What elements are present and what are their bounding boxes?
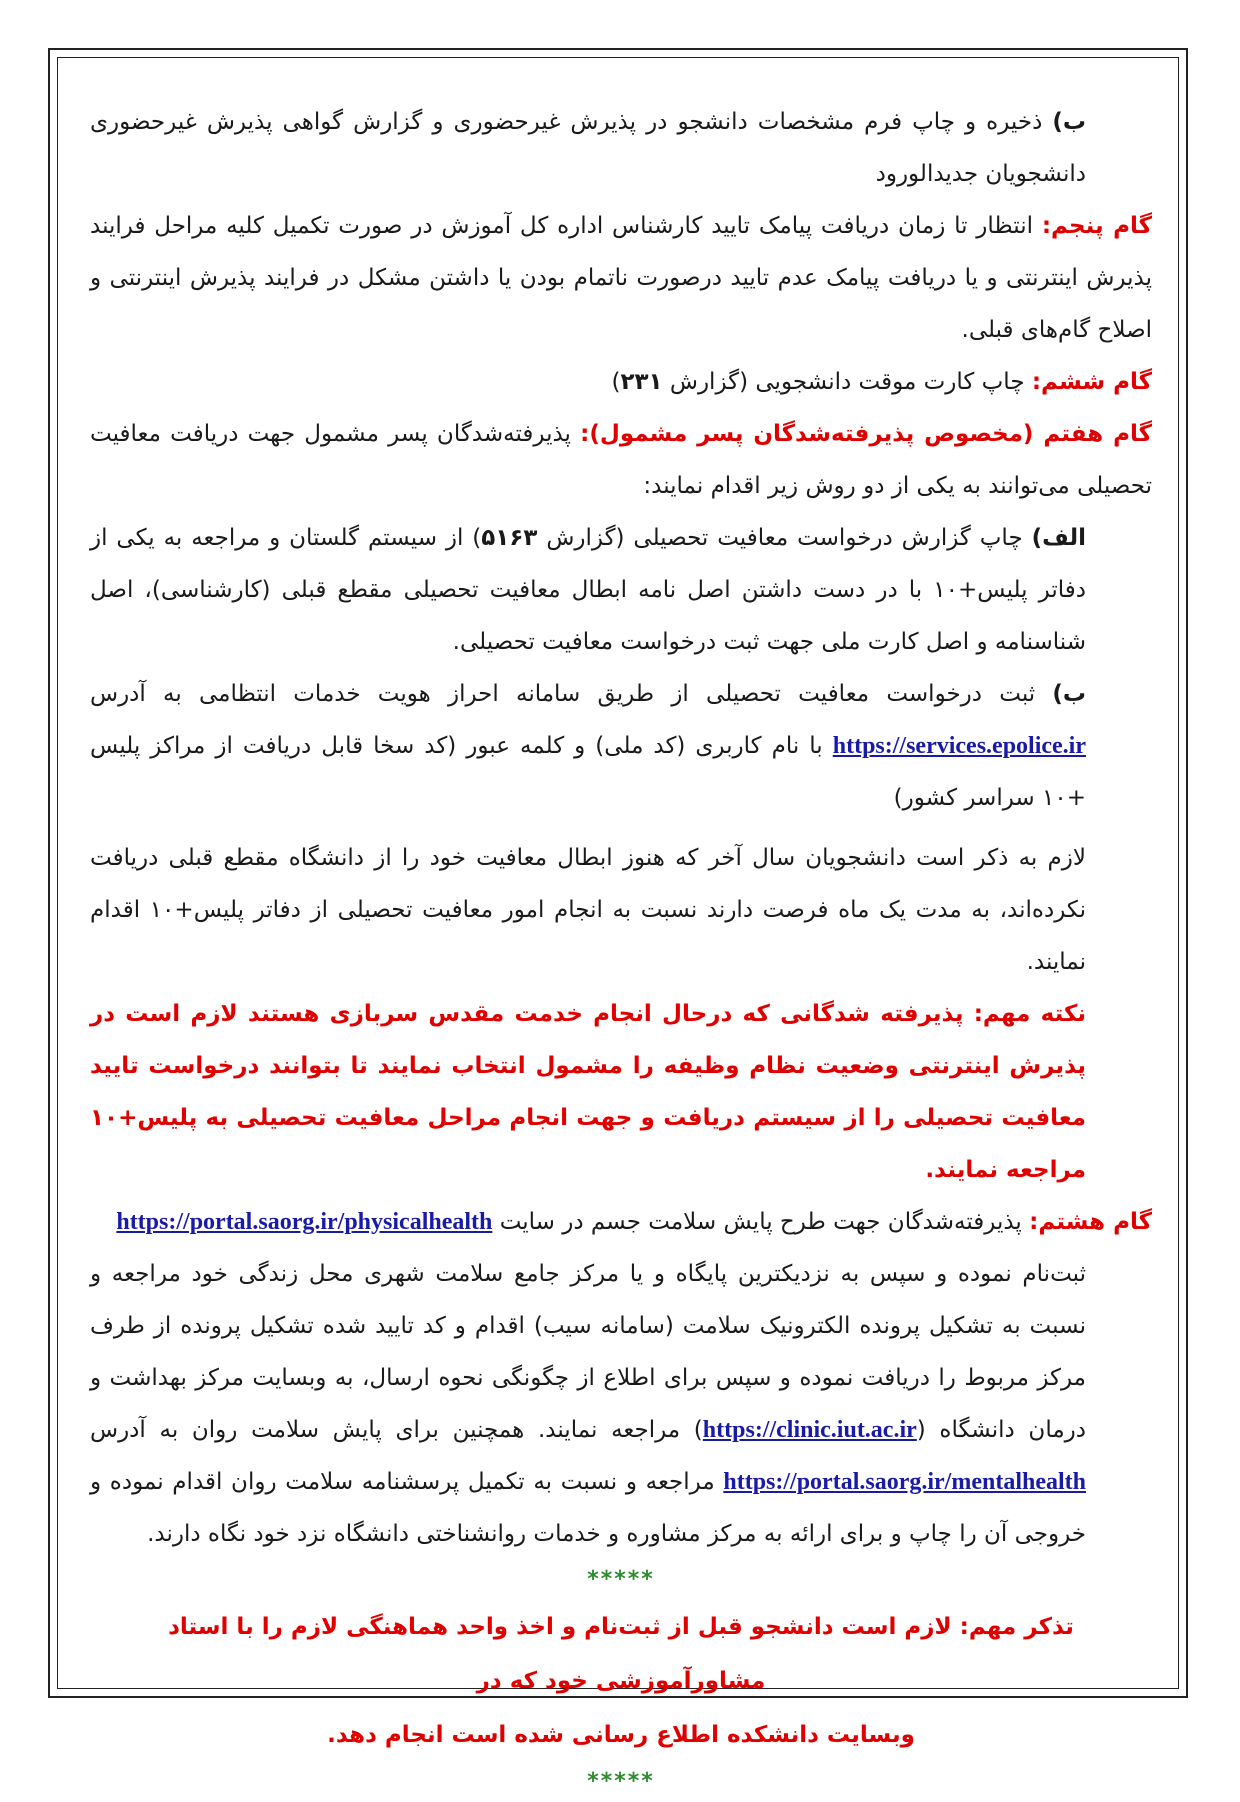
reminder-line2: وبسایت دانشکده اطلاع رسانی شده است انجام دهد. bbox=[327, 1722, 915, 1748]
step6-text-before: چاپ کارت موقت دانشجویی (گزارش bbox=[669, 369, 1025, 395]
option-a-text-before: چاپ گزارش درخواست معافیت تحصیلی (گزارش bbox=[546, 525, 1023, 551]
separator-stars-bottom: ***** bbox=[587, 1769, 655, 1794]
step5-text: انتظار تا زمان دریافت پیامک تایید کارشناس اداره کل آموزش در صورت تکمیل کلیه مراحل فرایند پذیرش اینترنتی و یا دریافت پیامک عدم تایید درصورت ناتمام بودن یا داشتن مشکل در فرایند پذیرش اینترنتی و اصلاح گام‌های قبلی. bbox=[90, 213, 1152, 343]
reminder-block bbox=[90, 1600, 1152, 1762]
step6-title: گام ششم: bbox=[1031, 369, 1152, 395]
option-b-text-after: با نام کاربری (کد ملی) و کلمه عبور (کد سخا قابل دریافت از مراکز پلیس +۱۰ سراسر کشور) bbox=[90, 733, 1086, 811]
step7-option-a bbox=[90, 512, 1152, 668]
step-b-text: ذخیره و چاپ فرم مشخصات دانشجو در پذیرش غیرحضوری و گزارش گواهی پذیرش غیرحضوری دانشجویان جدیدالورود bbox=[90, 109, 1086, 187]
step5-paragraph bbox=[90, 200, 1152, 356]
option-a-text-after: ) از سیستم گلستان و مراجعه به یکی از دفاتر پلیس+۱۰ با در دست داشتن اصل نامه ابطال معافیت تحصیلی مقطع قبلی (کارشناسی)، اصل شناسنامه و اصل کارت ملی جهت ثبت درخواست معافیت تحصیلی. bbox=[90, 525, 1086, 655]
step7-title: گام هفتم (مخصوص پذیرفته‌شدگان پسر مشمول): bbox=[580, 421, 1152, 447]
step6-paragraph bbox=[90, 356, 1152, 408]
spacer bbox=[90, 824, 1152, 832]
separator-stars-top: ***** bbox=[587, 1567, 655, 1592]
step8-text2: ثبت‌نام نموده و سپس به نزدیکترین پایگاه و یا مرکز جامع سلامت شهری محل زندگی خود مراجعه و نسبت به تشکیل پرونده الکترونیک سلامت (سامانه سیب) اقدام و کد تایید شده تشکیل پرونده از طرف مرکز مربوط را دریافت نموده و سپس برای اطلاع از چگونگی نحوه ارسال، به وبسایت مرکز بهداشت و درمان دانشگاه ( bbox=[90, 1261, 1086, 1443]
step7-intro: پذیرفته‌شدگان پسر مشمول جهت دریافت معافیت تحصیلی می‌توانند به یکی از دو روش زیر اقدام نمایند: bbox=[90, 421, 1152, 499]
step8-paragraph bbox=[90, 1196, 1152, 1248]
epolice-link[interactable]: https://services.epolice.ir bbox=[832, 733, 1086, 759]
step6-report-number: ۲۳۱ bbox=[620, 369, 663, 395]
step6-text-after: ) bbox=[611, 369, 621, 395]
option-b-label: ب) bbox=[1052, 681, 1086, 707]
option-b-text-before: ثبت درخواست معافیت تحصیلی از طریق سامانه احراز هویت خدمات انتظامی به آدرس bbox=[90, 681, 1036, 707]
reminder-line1: تذکر مهم: لازم است دانشجو قبل از ثبت‌نام و اخذ واحد هماهنگی لازم را با استاد مشاورآموزشی خود که در bbox=[168, 1614, 1074, 1694]
step8-title: گام هشتم: bbox=[1029, 1209, 1152, 1235]
important-note-text: نکته مهم: پذیرفته شدگانی که درحال انجام خدمت مقدس سربازی هستند لازم است در پذیرش اینترنتی وضعیت نظام وظیفه را مشمول انتخاب نمایند تا بتوانند درخواست تایید معافیت تحصیلی را از سیستم دریافت و جهت انجام مراحل معافیت تحصیلی به پلیس+۱۰ مراجعه نمایند. bbox=[90, 1001, 1086, 1183]
step8-text4: مراجعه و نسبت به تکمیل پرسشنامه سلامت روان اقدام نموده و خروجی آن را چاپ و برای ارائه به مرکز مشاوره و خدمات روانشناختی دانشگاه نزد خود نگاه دارند. bbox=[90, 1469, 1086, 1547]
mentalhealth-link[interactable]: https://portal.saorg.ir/mentalhealth bbox=[723, 1469, 1087, 1495]
clinic-link[interactable]: https://clinic.iut.ac.ir bbox=[702, 1417, 917, 1443]
step7-option-b bbox=[90, 668, 1152, 824]
notice-text: لازم به ذکر است دانشجویان سال آخر که هنوز ابطال معافیت خود را از دانشگاه مقطع قبلی دریافت نکرده‌اند، به مدت یک ماه فرصت دارند نسبت به انجام امور معافیت تحصیلی از دفاتر پلیس+۱۰ اقدام نمایند. bbox=[90, 845, 1087, 975]
step8-text1: پذیرفته‌شدگان جهت طرح پایش سلامت جسم در سایت bbox=[499, 1209, 1022, 1235]
step7-paragraph bbox=[90, 408, 1152, 512]
important-note-paragraph bbox=[90, 988, 1152, 1196]
notice-paragraph bbox=[90, 832, 1152, 988]
step5-title: گام پنجم: bbox=[1041, 213, 1153, 239]
physicalhealth-link[interactable]: https://portal.saorg.ir/physicalhealth bbox=[116, 1209, 493, 1235]
option-a-label: الف) bbox=[1031, 525, 1087, 551]
step-b-paragraph bbox=[90, 96, 1152, 200]
document-body bbox=[90, 96, 1152, 1802]
option-a-report-number: ۵۱۶۳ bbox=[481, 525, 538, 551]
step-b-label: ب) bbox=[1052, 109, 1086, 135]
step8-text3: ) مراجعه نمایند. همچنین برای پایش سلامت روان به آدرس bbox=[90, 1417, 703, 1443]
step8-continuation bbox=[90, 1248, 1152, 1560]
